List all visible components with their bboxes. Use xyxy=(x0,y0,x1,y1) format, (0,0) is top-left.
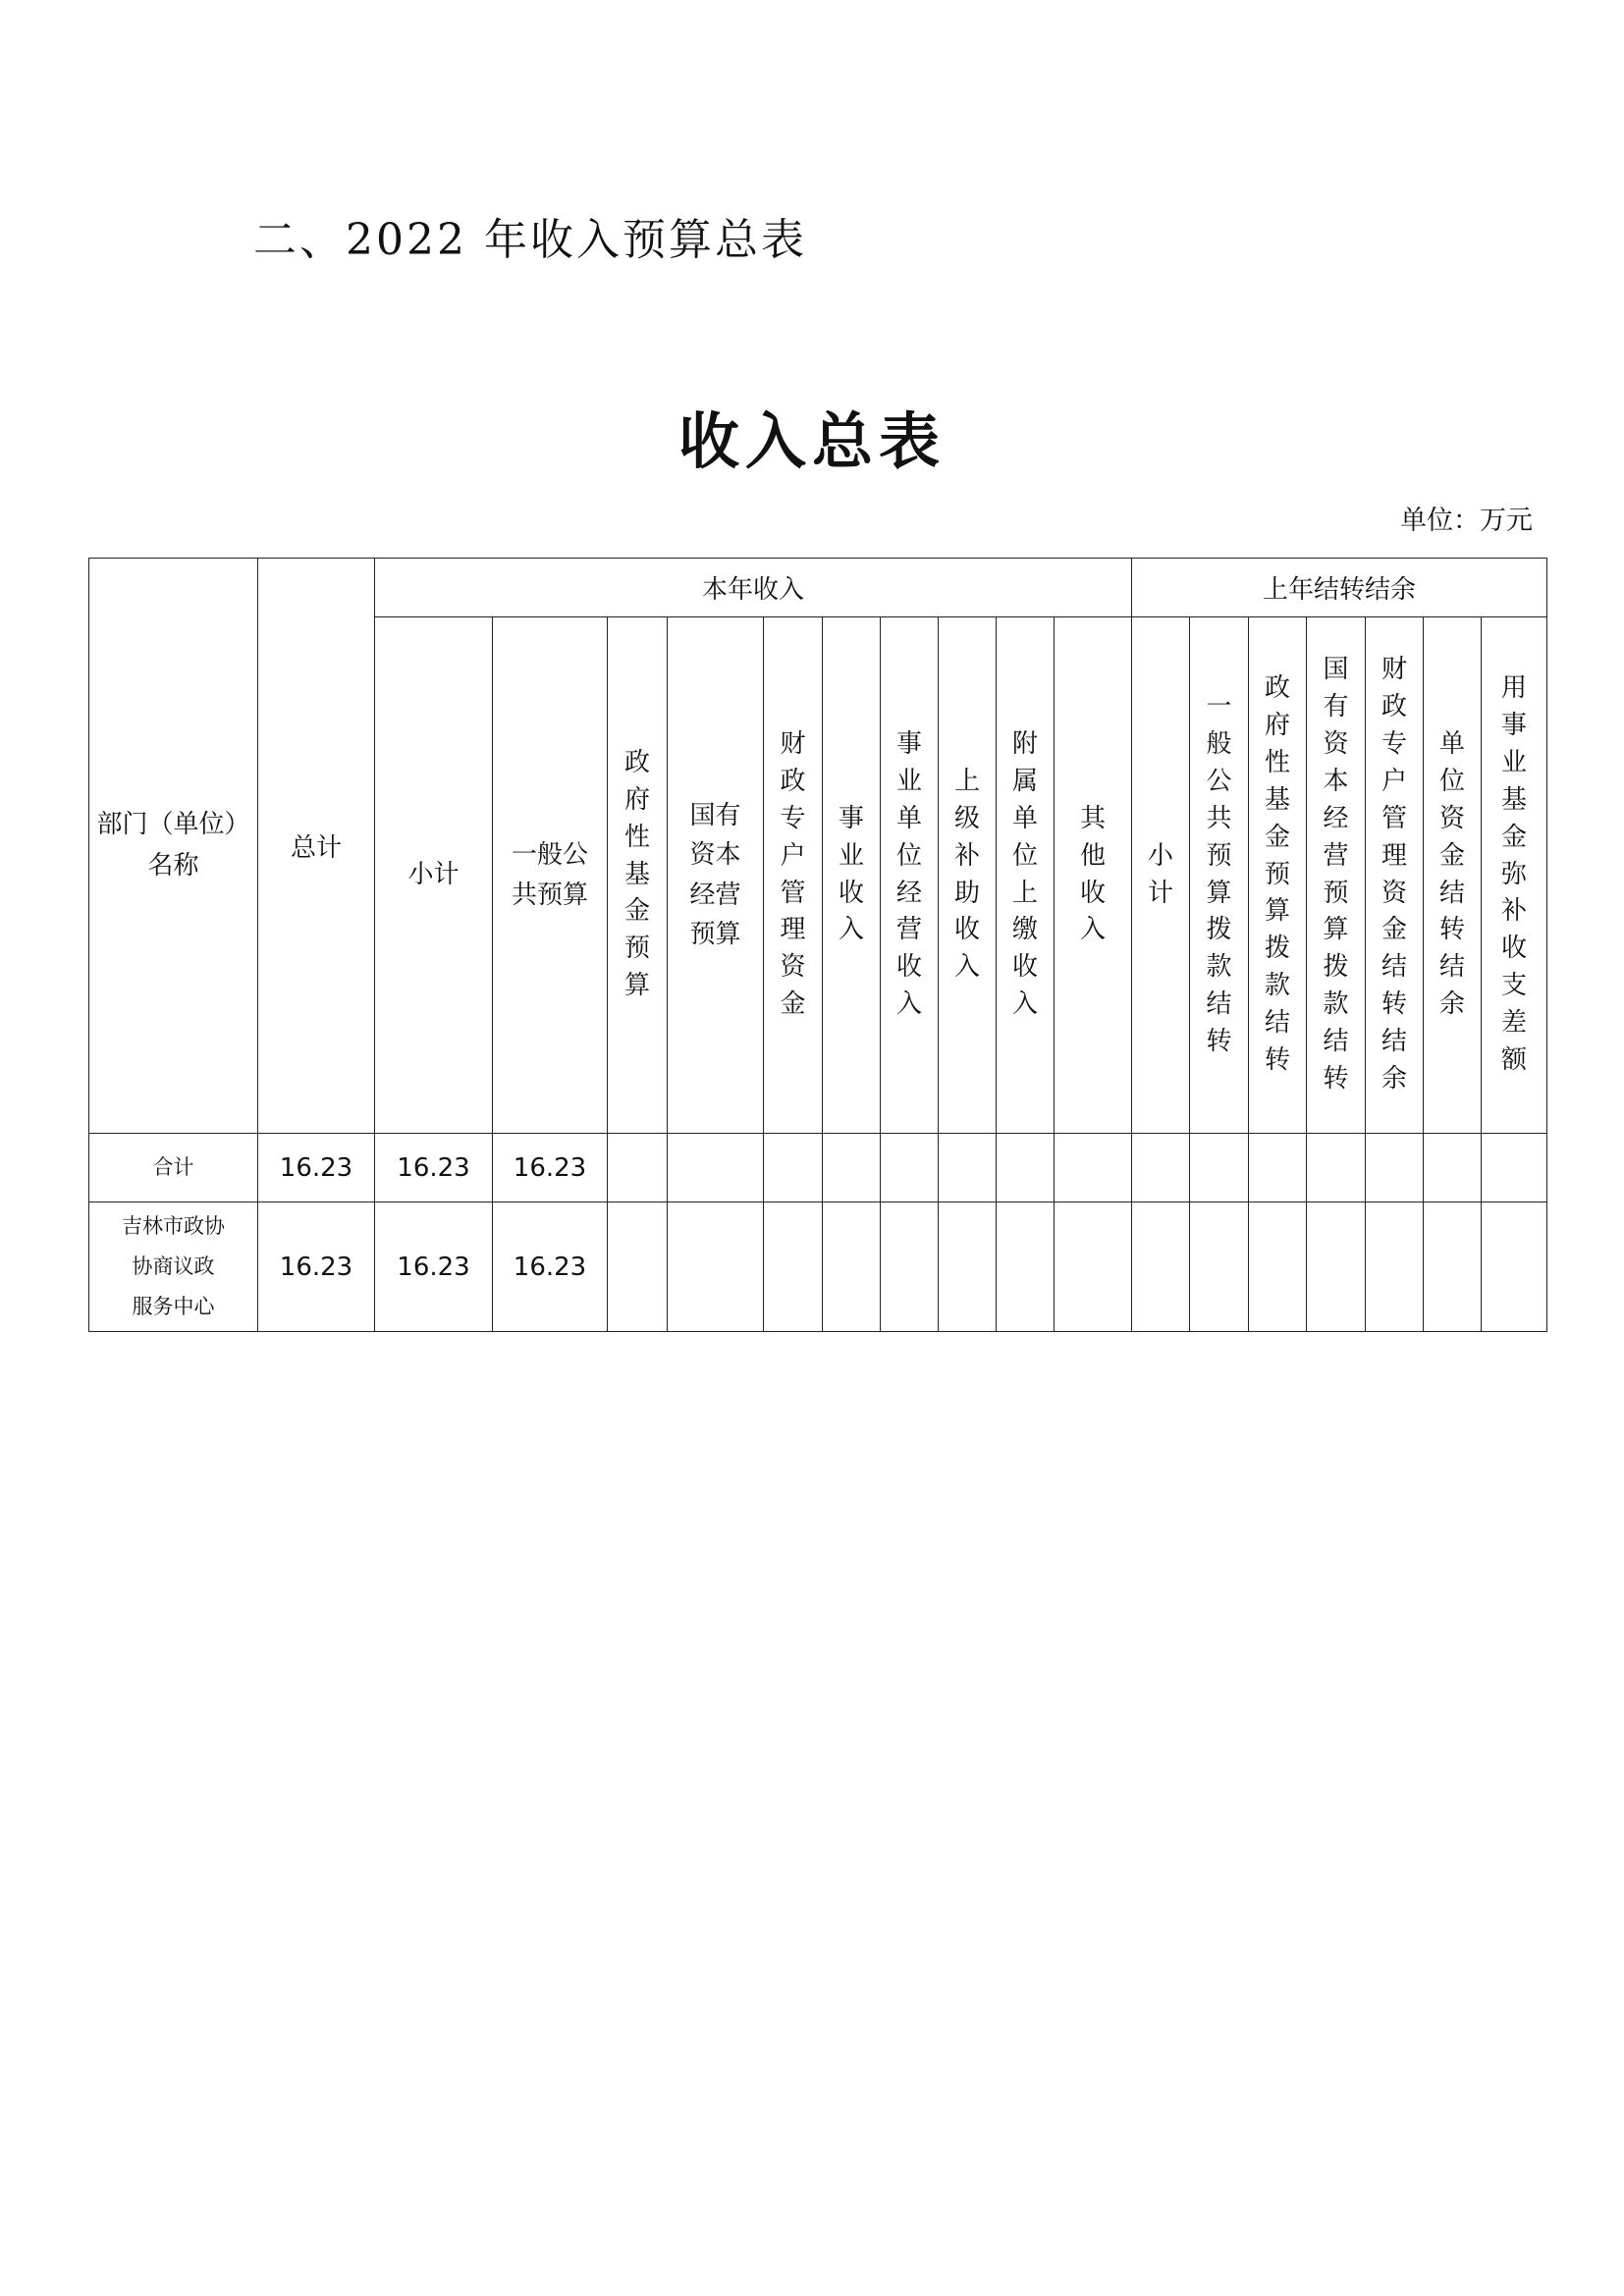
row-name-cell xyxy=(89,1202,258,1332)
section-heading: 二、2022 年收入预算总表 xyxy=(253,215,807,265)
cell-total: 16.23 xyxy=(258,1134,375,1202)
document-title: 收入总表 xyxy=(677,405,946,477)
header-cy-state-capital-line4: 预算 xyxy=(689,919,741,949)
cell-empty xyxy=(1482,1134,1547,1202)
row-name-cell xyxy=(89,1134,258,1202)
header-co-general-alloc-text: 一般公共预算拨款结转 xyxy=(1206,691,1232,1057)
cell-empty xyxy=(1249,1134,1307,1202)
cell-empty xyxy=(1482,1202,1547,1332)
row-name: 合计 xyxy=(152,1155,194,1180)
cell-empty xyxy=(881,1202,939,1332)
header-cy-superior-subsidy xyxy=(939,617,997,1134)
header-cy-fiscal-special-text: 财政专户管理资金 xyxy=(780,728,806,1020)
header-co-fund-offset xyxy=(1482,617,1547,1134)
cell-empty xyxy=(1190,1202,1249,1332)
header-co-fund-offset-text: 用事业基金弥补收支差额 xyxy=(1501,672,1528,1076)
header-co-unit-funds-text: 单位资金结转结余 xyxy=(1439,728,1466,1020)
header-co-unit-funds xyxy=(1424,617,1482,1134)
cell-empty xyxy=(668,1202,764,1332)
header-cy-general-budget xyxy=(493,617,608,1134)
header-cy-general-line2: 共预算 xyxy=(511,880,588,910)
cell-empty xyxy=(939,1202,997,1332)
cell-cy-general-budget: 16.23 xyxy=(493,1134,608,1202)
header-cy-affiliated-text: 附属单位上缴收入 xyxy=(1011,728,1038,1020)
cell-empty xyxy=(608,1202,668,1332)
header-cy-gov-fund-text: 政府性基金预算 xyxy=(623,747,650,1001)
header-cy-other-text: 其他收入 xyxy=(1080,803,1107,945)
header-dept-line2: 名称 xyxy=(147,850,199,881)
cell-cy-subtotal: 16.23 xyxy=(375,1202,493,1332)
cell-empty xyxy=(1307,1202,1366,1332)
header-cy-state-capital-line1: 国有 xyxy=(689,800,741,830)
cell-empty xyxy=(1424,1202,1482,1332)
cell-cy-subtotal: 16.23 xyxy=(375,1134,493,1202)
header-co-state-capital-alloc-text: 国有资本经营预算拨款结转 xyxy=(1323,654,1349,1095)
header-cy-state-capital xyxy=(668,617,764,1134)
cell-empty xyxy=(823,1134,881,1202)
cell-empty xyxy=(764,1134,823,1202)
header-cy-business-text: 事业收入 xyxy=(838,803,864,945)
header-cy-business-operation-text: 事业单位经营收入 xyxy=(895,728,922,1020)
row-name-line3: 服务中心 xyxy=(132,1294,215,1318)
cell-empty xyxy=(1249,1202,1307,1332)
header-cy-subtotal xyxy=(375,617,493,1134)
cell-empty xyxy=(997,1202,1055,1332)
header-co-gov-fund-alloc-text: 政府性基金预算拨款结转 xyxy=(1265,672,1291,1076)
cell-empty xyxy=(1366,1202,1424,1332)
unit-label: 单位：万元 xyxy=(1400,506,1533,536)
header-dept-line1: 部门（单位） xyxy=(96,809,250,839)
cell-empty xyxy=(1132,1202,1190,1332)
header-cy-affiliated xyxy=(997,617,1055,1134)
cell-cy-general-budget: 16.23 xyxy=(493,1202,608,1332)
cell-empty xyxy=(1055,1134,1132,1202)
cell-empty xyxy=(608,1134,668,1202)
cell-empty xyxy=(1307,1134,1366,1202)
header-co-gov-fund-alloc xyxy=(1249,617,1307,1134)
cell-empty xyxy=(1424,1134,1482,1202)
header-co-general-alloc xyxy=(1190,617,1249,1134)
header-cy-subtotal-text: 小计 xyxy=(407,860,460,890)
cell-empty xyxy=(764,1202,823,1332)
table-row-total xyxy=(89,1134,1547,1202)
cell-empty xyxy=(1132,1134,1190,1202)
header-co-subtotal-text: 小计 xyxy=(1148,840,1174,908)
header-cy-business-operation xyxy=(881,617,939,1134)
table-row-dept xyxy=(89,1202,1547,1332)
header-dept-name xyxy=(89,559,258,1134)
header-co-fiscal-special-text: 财政专户管理资金结转结余 xyxy=(1381,654,1408,1095)
cell-total: 16.23 xyxy=(258,1202,375,1332)
cell-empty xyxy=(997,1134,1055,1202)
row-name-line2: 协商议政 xyxy=(132,1255,215,1279)
header-co-subtotal xyxy=(1132,617,1190,1134)
cell-empty xyxy=(1190,1134,1249,1202)
header-co-state-capital-alloc xyxy=(1307,617,1366,1134)
header-cy-superior-subsidy-text: 上级补助收入 xyxy=(953,766,980,983)
header-cy-state-capital-line3: 经营 xyxy=(689,880,741,910)
cell-empty xyxy=(939,1134,997,1202)
income-summary-table xyxy=(88,558,1547,1332)
header-cy-business xyxy=(823,617,881,1134)
header-cy-general-line1: 一般公 xyxy=(511,840,588,871)
header-cy-state-capital-line2: 资本 xyxy=(689,840,741,871)
cell-empty xyxy=(1055,1202,1132,1332)
header-co-fiscal-special xyxy=(1366,617,1424,1134)
cell-empty xyxy=(668,1134,764,1202)
header-current-year-income: 本年收入 xyxy=(375,559,1132,617)
cell-empty xyxy=(823,1202,881,1332)
header-total: 总计 xyxy=(258,559,375,1134)
cell-empty xyxy=(1366,1134,1424,1202)
header-cy-gov-fund xyxy=(608,617,668,1134)
row-name-line1: 吉林市政协 xyxy=(122,1214,225,1239)
header-cy-fiscal-special xyxy=(764,617,823,1134)
cell-empty xyxy=(881,1134,939,1202)
header-cy-other xyxy=(1055,617,1132,1134)
header-carryover-balance: 上年结转结余 xyxy=(1132,559,1547,617)
